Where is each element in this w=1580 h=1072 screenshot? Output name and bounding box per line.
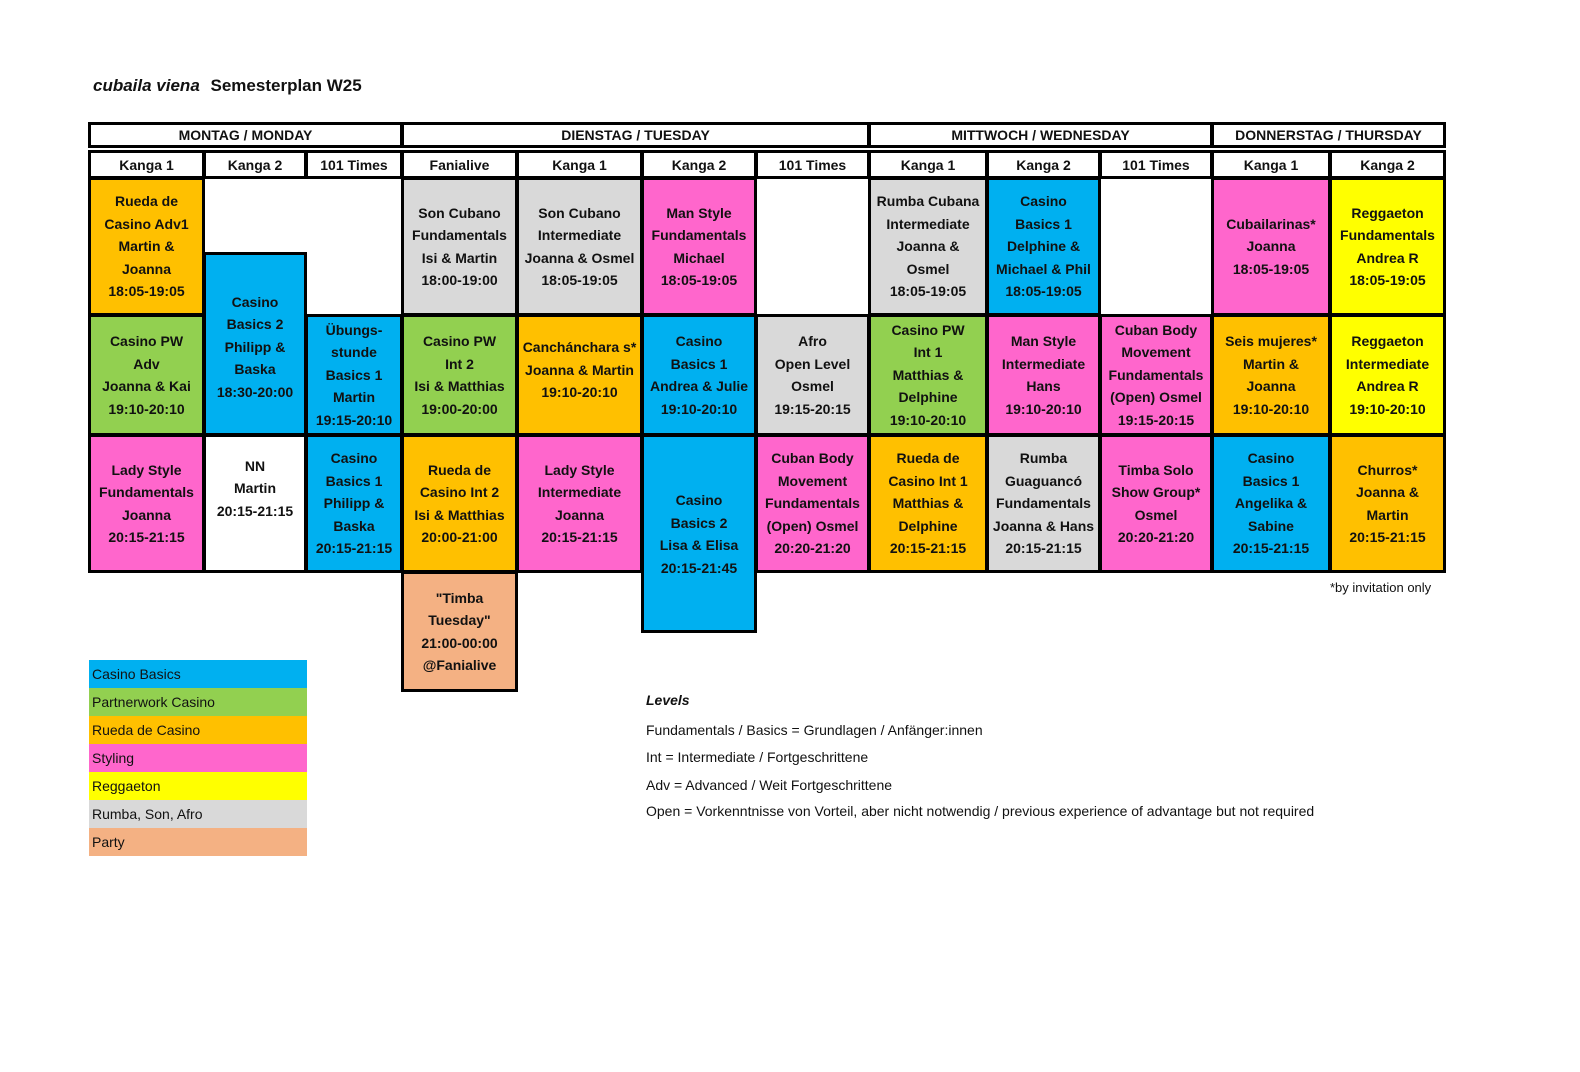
class-cell: Man Style Intermediate Hans 19:10-20:10 bbox=[986, 314, 1101, 436]
room-header: Kanga 2 bbox=[203, 150, 307, 179]
legend-item: Casino Basics bbox=[89, 660, 307, 688]
legend-item: Reggaeton bbox=[89, 772, 307, 800]
class-cell: Casino Basics 2 Philipp & Baska 18:30-20:00 bbox=[203, 252, 307, 436]
room-header: Kanga 1 bbox=[1211, 150, 1331, 179]
class-cell: Rueda de Casino Adv1 Martin & Joanna 18:05-19:05 bbox=[88, 177, 205, 316]
class-cell: Churros* Joanna & Martin 20:15-21:15 bbox=[1329, 434, 1446, 573]
class-cell: Casino Basics 1 Delphine & Michael & Phil 18:05-19:05 bbox=[986, 177, 1101, 316]
level-description: Adv = Advanced / Weit Fortgeschrittene bbox=[646, 777, 893, 793]
class-cell: Reggaeton Fundamentals Andrea R 18:05-19:05 bbox=[1329, 177, 1446, 316]
class-cell: NN Martin 20:15-21:15 bbox=[203, 434, 307, 573]
legend-item: Rumba, Son, Afro bbox=[89, 800, 307, 828]
page-title bbox=[93, 76, 362, 96]
class-cell: Rumba Guaguancó Fundamentals Joanna & Hans 20:15-21:15 bbox=[986, 434, 1101, 573]
class-cell: Man Style Fundamentals Michael 18:05-19:05 bbox=[641, 177, 757, 316]
room-header: Kanga 2 bbox=[986, 150, 1101, 179]
class-cell: Son Cubano Intermediate Joanna & Osmel 18:05-19:05 bbox=[516, 177, 643, 316]
class-cell: Casino Basics 1 Philipp & Baska 20:15-21:15 bbox=[305, 434, 403, 573]
legend-item: Party bbox=[89, 828, 307, 856]
class-cell: Casino Basics 1 Angelika & Sabine 20:15-21:15 bbox=[1211, 434, 1331, 573]
class-cell: Seis mujeres* Martin & Joanna 19:10-20:10 bbox=[1211, 314, 1331, 436]
room-header: Kanga 1 bbox=[516, 150, 643, 179]
brand-name: cubaila viena bbox=[93, 76, 200, 95]
class-cell: Lady Style Fundamentals Joanna 20:15-21:15 bbox=[88, 434, 205, 573]
class-cell: Canchánchara s* Joanna & Martin 19:10-20:10 bbox=[516, 314, 643, 436]
room-header: Kanga 1 bbox=[868, 150, 988, 179]
class-cell: Casino PW Int 2 Isi & Matthias 19:00-20:00 bbox=[401, 314, 518, 436]
class-cell: Rueda de Casino Int 1 Matthias & Delphine 20:15-21:15 bbox=[868, 434, 988, 573]
class-cell: Afro Open Level Osmel 19:15-20:15 bbox=[755, 314, 870, 436]
class-cell: Übungs- stunde Basics 1 Martin 19:15-20:10 bbox=[305, 314, 403, 436]
room-header: 101 Times bbox=[1099, 150, 1213, 179]
room-header: 101 Times bbox=[305, 150, 403, 179]
class-cell: Rumba Cubana Intermediate Joanna & Osmel 18:05-19:05 bbox=[868, 177, 988, 316]
class-cell: Timba Solo Show Group* Osmel 20:20-21:20 bbox=[1099, 434, 1213, 573]
room-header: Kanga 1 bbox=[88, 150, 205, 179]
legend-item: Rueda de Casino bbox=[89, 716, 307, 744]
class-cell: Lady Style Intermediate Joanna 20:15-21:15 bbox=[516, 434, 643, 573]
class-cell: Cuban Body Movement Fundamentals (Open) Osmel 19:15-20:15 bbox=[1099, 314, 1213, 436]
class-cell: Casino Basics 1 Andrea & Julie 19:10-20:10 bbox=[641, 314, 757, 436]
class-cell: Cuban Body Movement Fundamentals (Open) Osmel 20:20-21:20 bbox=[755, 434, 870, 573]
room-header: 101 Times bbox=[755, 150, 870, 179]
day-header-monday: MONTAG / MONDAY bbox=[88, 122, 403, 148]
legend-item: Styling bbox=[89, 744, 307, 772]
level-description: Fundamentals / Basics = Grundlagen / Anfänger:innen bbox=[646, 722, 983, 738]
legend-item: Partnerwork Casino bbox=[89, 688, 307, 716]
day-header-tuesday: DIENSTAG / TUESDAY bbox=[401, 122, 870, 148]
day-header-thursday: DONNERSTAG / THURSDAY bbox=[1211, 122, 1446, 148]
class-cell: Son Cubano Fundamentals Isi & Martin 18:00-19:00 bbox=[401, 177, 518, 316]
class-cell: Casino Basics 2 Lisa & Elisa 20:15-21:45 bbox=[641, 434, 757, 633]
level-description: Int = Intermediate / Fortgeschrittene bbox=[646, 749, 869, 765]
class-cell: Cubailarinas* Joanna 18:05-19:05 bbox=[1211, 177, 1331, 316]
class-cell: "Timba Tuesday" 21:00-00:00 @Fanialive bbox=[401, 571, 518, 692]
levels-heading: Levels bbox=[646, 692, 690, 708]
invitation-note: *by invitation only bbox=[1330, 580, 1432, 595]
class-cell: Casino PW Int 1 Matthias & Delphine 19:10-20:10 bbox=[868, 314, 988, 436]
level-description: Open = Vorkenntnisse von Vorteil, aber nicht notwendig / previous experience of advantage but not required bbox=[646, 803, 1315, 819]
class-cell: Rueda de Casino Int 2 Isi & Matthias 20:00-21:00 bbox=[401, 434, 518, 573]
room-header: Kanga 2 bbox=[641, 150, 757, 179]
room-header: Fanialive bbox=[401, 150, 518, 179]
class-cell: Reggaeton Intermediate Andrea R 19:10-20:10 bbox=[1329, 314, 1446, 436]
plan-title: Semesterplan W25 bbox=[210, 76, 362, 95]
day-header-wednesday: MITTWOCH / WEDNESDAY bbox=[868, 122, 1213, 148]
room-header: Kanga 2 bbox=[1329, 150, 1446, 179]
class-cell: Casino PW Adv Joanna & Kai 19:10-20:10 bbox=[88, 314, 205, 436]
